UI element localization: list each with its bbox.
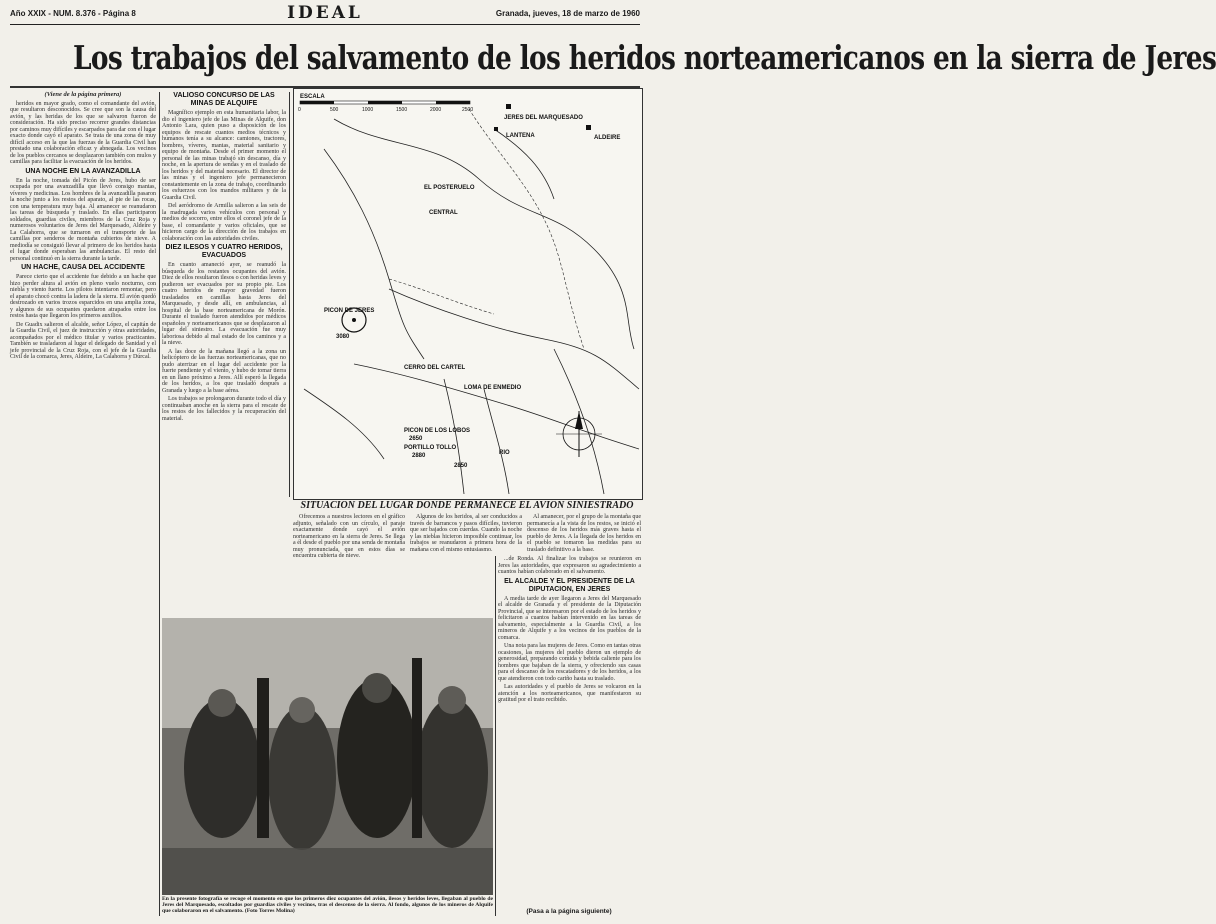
river-line [334, 119, 634, 349]
photo-caption: En la presente fotografía se recoge el momento en que los primeros diez ocupantes del avión, ilesos y heridos leves, llegaban al pueblo de Jeres del Marquesado, escoltados por guardias civiles y vecinos, tras el descenso de la sierra. Al fondo, algunos de los mineros de Alquife que colaboraron en el salvamento. (Foto Torres Molina) [162, 896, 493, 914]
scale-tick: 2000 [430, 107, 442, 113]
subheading: UN HACHE, CAUSA DEL ACCIDENTE [21, 264, 145, 271]
subheading: DIEZ ILESOS Y CUATRO HERIDOS, EVACUADOS [165, 244, 283, 259]
article-column-1 [10, 92, 156, 916]
village-marker [494, 127, 498, 131]
scale-tick: 1000 [362, 107, 374, 113]
subheading: UNA NOCHE EN LA AVANZADILLA [25, 167, 141, 175]
scale-tick: 1500 [396, 107, 408, 113]
place-label: EL POSTERUELO [424, 185, 475, 191]
page-header [10, 4, 640, 25]
paragraph: A las doce de la mañana llegó a la zona un helicóptero de las fuerzas norteamericanas, que no pudo aterrizar en el lugar del accidente por la fuerte pendiente y el viento, y hubo de tomar tierra en un llano próximo a Jeres. Allí esperó la llegada de los heridos, a los que trasladó después a Granada y luego a la base aérea. [162, 348, 286, 394]
subheading: EL ALCALDE Y EL PRESIDENTE DE LA DIPUTACION, EN JERES [504, 577, 635, 593]
village-marker [506, 104, 511, 109]
paragraph: heridos en mayor grado, como el comandante del avión, que resultaron desconocidos. Se cree que son la causa del avión, y las heridas de los que se salvaron fueron de consideración. Ha sido preciso recorrer grandes distancias por caminos muy difíciles y escarpados para dar con el lugar exacto donde cayó el aparato. Se trata de una zona de muy difícil acceso en la que las fuerzas de la Guardia Civil han prestado una colaboración eficaz y abnegada. Los vecinos de los pueblos cercanos se desplazaron también con mulos y camillas para facilitar la evacuación de los heridos. [10, 100, 156, 165]
scale-bar [300, 101, 470, 104]
location-map [293, 88, 643, 500]
altitude-label: 2650 [409, 436, 423, 442]
paragraph: Los trabajos se prolongaron durante todo el día y continuaban anoche en la sierra para el rescate de los restos de los fallecidos y la recuperación del material. [162, 396, 286, 422]
paragraph: ...de Ronda. Al finalizar los trabajos se reunieron en Jeres las autoridades, que expresaron su agradecimiento a cuantos habían colaborado en el salvamento. [498, 556, 641, 575]
ridge-line [389, 289, 639, 389]
map-caption-text [527, 514, 641, 554]
masthead-title: IDEAL [287, 3, 363, 23]
article-column-4 [498, 556, 641, 906]
column-divider [289, 92, 290, 497]
village-marker [586, 125, 591, 130]
paragraph: Magnífico ejemplo en esta humanitaria labor, la dio el ingeniero jefe de las Minas de Alquife, don Antonio Lara, quien puso a disposición de los equipos de rescate cuantos medios técnicos y humanos tenía a su alcance: camiones, tractores, hombres, víveres, mantas, material sanitario y equipo de montaña. Desde el primer momento el personal de las minas trabajó sin descanso, día y noche, en la apertura de sendas y en el traslado de los heridos y del material necesario. El director de las minas y el ingeniero jefe permanecieron constantemente en la zona de trabajo, coordinando los esfuerzos con los mandos militares y de la Guardia Civil. [162, 110, 286, 201]
date-line: Granada, jueves, 18 de marzo de 1960 [495, 9, 640, 18]
paragraph: Al amanecer, por el grupo de la montaña que permanecía a la vista de los restos, se inició el descenso de los heridos más graves hasta el pueblo de Jeres. A la llegada de los heridos en el pueblo se tomaron las medidas para su traslado definitivo a la base. [527, 514, 641, 553]
subheading: VALIOSO CONCURSO DE LAS MINAS DE ALQUIFE [173, 92, 275, 107]
place-label: CERRO DEL CARTEL [404, 365, 466, 371]
place-label: LANTENA [506, 133, 535, 139]
paragraph: Ofrecemos a nuestros lectores en el gráfico adjunto, señalado con un círculo, el paraje exactamente donde cayó el avión norteamericano en la sierra de Jeres. Se llega a él desde el pueblo por una senda de montaña muy pronunciada, que en estos días se encuentra cubierta de nieve. [293, 514, 405, 559]
map-drawing [294, 89, 642, 499]
scale-label: ESCALA [300, 94, 325, 100]
main-headline: Los trabajos del salvamento de los heridos norteamericanos en la sierra de Jeres [73, 38, 1216, 77]
paragraph: De Guadix salieron el alcalde, señor López, el capitán de la Guardia Civil, el juez de instrucción y otras autoridades, acompañados por el médico titular y varios practicantes. También se trasladaron al lugar el delegado de Sanidad y el jefe provincial de la Cruz Roja, con el jefe de la Guardia Civil de la comarca, Jeres, Aldeire, La Calahorra y Dúrcal. [10, 321, 156, 360]
place-label: PICON DE JERES [324, 308, 375, 314]
path-line [389, 279, 494, 314]
place-label: PICON DE LOS LOBOS [404, 428, 471, 434]
crash-site-dot [352, 318, 356, 322]
scale-tick: 500 [330, 107, 339, 113]
paragraph: Del aeródromo de Armilla salieron a las seis de la madrugada varios vehículos con personal y medios de socorro, entre ellos el coronel jefe de la base, el comandante y varios oficiales, que se hicieron cargo de la dirección de los trabajos en colaboración con las autoridades civiles. [162, 203, 286, 242]
place-label: CENTRAL [429, 210, 458, 216]
article-column-2 [162, 92, 286, 614]
paragraph: Las autoridades y el pueblo de Jeres se volcaron en la atención a los norteamericanos, que manifestaron su gratitud por el trato recibido. [498, 684, 641, 703]
place-label: ALDEIRE [594, 135, 621, 141]
paragraph: Parece cierto que el accidente fue debido a un hache que hizo perder altura al avión en pleno vuelo nocturno, con niebla y viento fuerte. Los pilotos intentaron remontar, pero el aparato chocó contra la ladera de la sierra. El avión quedó destrozado en varios trozos esparcidos en una amplia zona, y algunos de sus ocupantes quedaron atrapados entre los restos hasta que llegaron los primeros auxilios. [10, 274, 156, 319]
column-divider [159, 92, 160, 916]
place-label: PORTILLO TOLLO [404, 445, 457, 451]
paragraph: En la noche, tomada del Picón de Jeres, hubo de ser ocupada por una avanzadilla que llevó consigo mantas, víveres y medicinas. Los hombres de la avanzadilla pasaron la noche junto a los restos del aparato, al pie de las rocas, con una temperatura muy baja. Al amanecer se reanudaron las tareas de búsqueda y traslado. En ellas participaron soldados, guardias civiles, miembros de la Cruz Roja y numerosos voluntarios de Jeres del Marquesado, Aldeire y La Calahorra, que se turnaron en el transporte de las camillas por senderos de montaña cubiertos de nieve. A mediodía se consiguió llevar al primero de los heridos hasta el lugar donde esperaban las ambulancias. El resto del personal continuó en la sierra durante la tarde. [10, 177, 156, 262]
continued-note: (Pasa a la página siguiente) [526, 908, 612, 915]
path-line [469, 109, 584, 349]
photo-image [162, 618, 493, 895]
ridge-line [494, 129, 554, 199]
continuation-note: (Viene de la página primera) [44, 91, 122, 98]
paragraph: En cuanto amaneció ayer, se reanudó la búsqueda de los restantes ocupantes del avión. Diez de ellos resultaron ilesos o con heridas leves y pudieron ser evacuados por su propio pie. Los cuatro heridos de mayor gravedad fueron trasladados en camillas hasta Jeres del Marquesado, y desde allí, en ambulancias, al hospital de la base norteamericana de Morón. Durante el traslado fueron atendidos por médicos españoles y norteamericanos que se desplazaron al lugar del siniestro. La evacuación fue muy laboriosa debido al mal estado de los caminos y a la nieve. [162, 262, 286, 346]
map-caption-title: SITUACION DEL LUGAR DONDE PERMANECE EL AVION SINIESTRADO [300, 500, 634, 511]
compass-icon [556, 411, 602, 457]
place-label: RIO [499, 450, 510, 456]
column-divider [495, 556, 496, 916]
altitude-label: 2880 [412, 453, 426, 459]
altitude-label: 2850 [454, 463, 468, 469]
paragraph: Algunos de los heridos, al ser conducidos a través de barrancos y pasos difíciles, tuvieron que ser bajados con cuerdas. Cuando la noche y las nieblas hicieron imposible continuar, los trabajos se reanudaron a primera hora de la mañana con el mismo entusiasmo. [410, 514, 522, 553]
news-photo [162, 618, 493, 895]
ridge-line [304, 389, 384, 459]
map-caption-text [293, 514, 405, 614]
issue-info: Año XXIX - NUM. 8.376 - Página 8 [10, 9, 136, 18]
ridge-line [324, 149, 424, 359]
ridge-line [444, 379, 464, 494]
scale-tick: 2500 [462, 107, 474, 113]
scale-tick: 0 [298, 107, 301, 113]
paragraph: A media tarde de ayer llegaron a Jeres del Marquesado el alcalde de Granada y el presidente de la Diputación Provincial, que se interesaron por el estado de los heridos y felicitaron a cuantos habían intervenido en las tareas de salvamento, especialmente a la Guardia Civil, a los mineros de Alquife y a los vecinos de los pueblos de la comarca. [498, 595, 641, 641]
paragraph: Una nota para las mujeres de Jeres. Como en tantas otras ocasiones, las mujeres del pueblo dieron un ejemplo de generosidad, preparando comida y bebida caliente para los hombres que bajaban de la sierra, y ofreciendo sus casas para el descanso de los rescatadores y de los heridos, a los que atendieron con todo cariño hasta su traslado. [498, 643, 641, 682]
place-label: LOMA DE ENMEDIO [464, 385, 522, 391]
place-label: JERES DEL MARQUESADO [504, 115, 583, 121]
altitude-label: 3080 [336, 334, 350, 340]
